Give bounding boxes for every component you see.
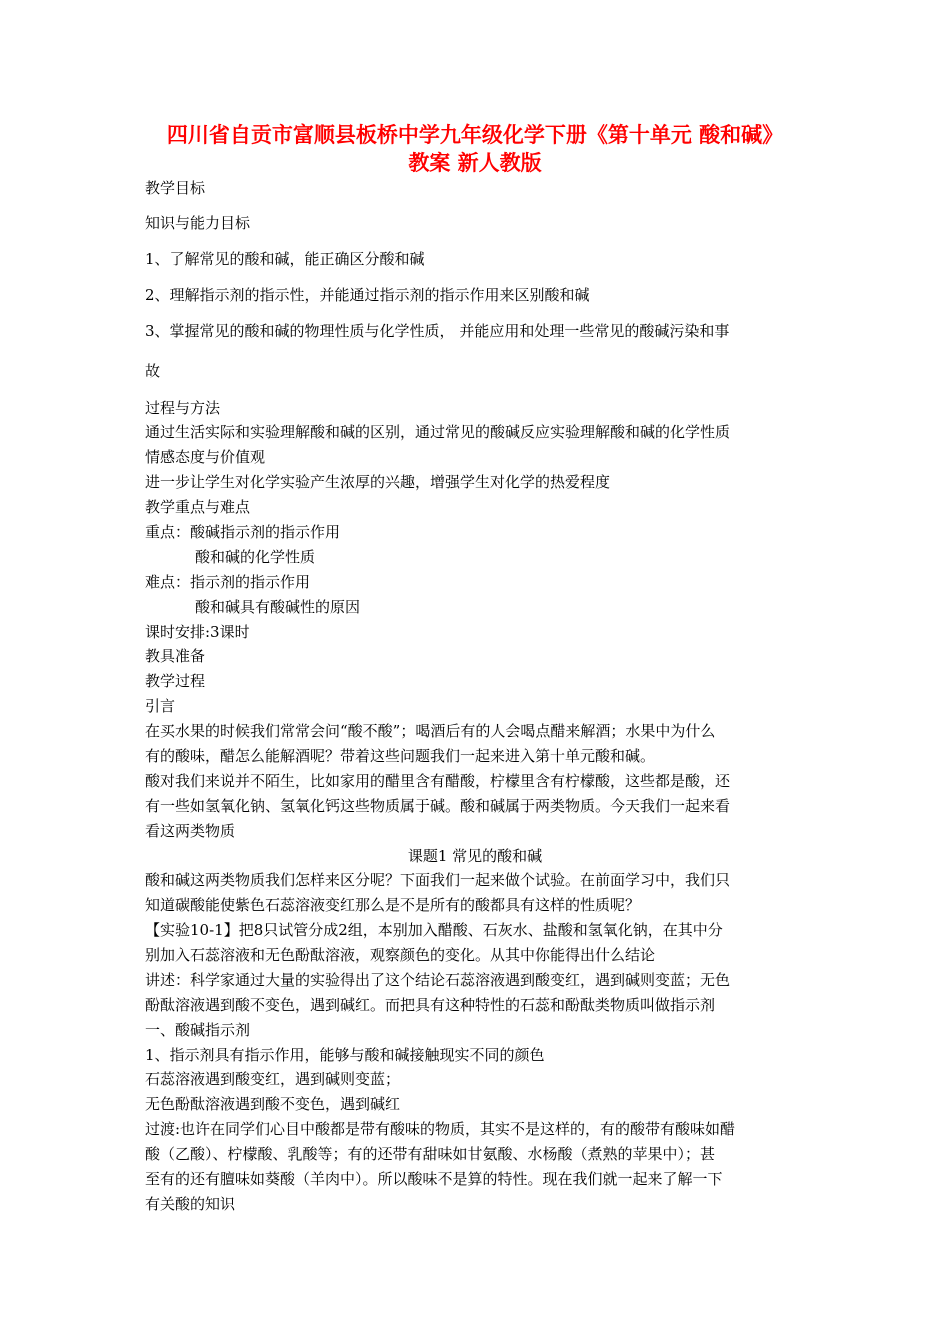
- paragraph-line: 石蕊溶液遇到酸变红，遇到碱则变蓝；: [145, 1070, 401, 1088]
- section-heading: 教具准备: [145, 647, 206, 665]
- lesson-title: 课题1 常见的酸和碱: [407, 847, 543, 865]
- experiment-line: 别加入石蕊溶液和无色酚酞溶液，观察颜色的变化。从其中你能得出什么结论: [145, 946, 656, 964]
- objective-item-continuation: 故: [145, 362, 161, 380]
- section-heading: 教学重点与难点: [145, 498, 251, 516]
- experiment-line: 【实验10-1】把8只试管分成2组，本别加入醋酸、石灰水、盐酸和氢氧化钠，在其中分: [145, 921, 723, 939]
- schedule-line: 课时安排:3课时: [145, 623, 250, 641]
- key-point-line: 重点：酸碱指示剂的指示作用: [145, 523, 341, 541]
- difficulty-line: 难点：指示剂的指示作用: [145, 573, 311, 591]
- section-heading: 教学过程: [145, 672, 206, 690]
- paragraph-line: 酸对我们来说并不陌生，比如家用的醋里含有醋酸，柠檬里含有柠檬酸，这些都是酸，还: [145, 772, 731, 790]
- paragraph-line: 酚酞溶液遇到酸不变色，遇到碱红。而把具有这种特性的石蕊和酚酞类物质叫做指示剂: [145, 996, 716, 1014]
- paragraph-line: 过渡:也许在同学们心目中酸都是带有酸味的物质，其实不是这样的，有的酸带有酸味如醋: [145, 1120, 736, 1138]
- section-heading: 教学目标: [145, 179, 206, 197]
- subsection-heading: 情感态度与价值观: [145, 448, 266, 466]
- paragraph-line: 有的酸味，醋怎么能解酒呢？带着这些问题我们一起来进入第十单元酸和碱。: [145, 747, 656, 765]
- paragraph-line: 酸（乙酸）、柠檬酸、乳酸等；有的还带有甜味如甘氨酸、水杨酸（煮熟的苹果中）；甚: [145, 1145, 716, 1163]
- key-point-line: 酸和碱的化学性质: [195, 548, 316, 566]
- paragraph-line: 看这两类物质: [145, 822, 236, 840]
- document-title-line-2: 教案 新人教版: [408, 151, 542, 175]
- paragraph-line: 酸和碱这两类物质我们怎样来区分呢？下面我们一起来做个试验。在前面学习中，我们只: [145, 871, 731, 889]
- paragraph-line: 无色酚酞溶液遇到酸不变色，遇到碱红: [145, 1095, 401, 1113]
- paragraph-line: 有一些如氢氧化钠、氢氧化钙这些物质属于碱。酸和碱属于两类物质。今天我们一起来看: [145, 797, 731, 815]
- paragraph-line: 通过生活实际和实验理解酸和碱的区别，通过常见的酸碱反应实验理解酸和碱的化学性质: [145, 423, 731, 441]
- paragraph-line: 1、指示剂具有指示作用，能够与酸和碱接触现实不同的颜色: [145, 1046, 545, 1064]
- objective-item: 3、掌握常见的酸和碱的物理性质与化学性质， 并能应用和处理一些常见的酸碱污染和事: [145, 322, 730, 340]
- subsection-heading: 过程与方法: [145, 399, 221, 417]
- paragraph-line: 在买水果的时候我们常常会问“酸不酸”；喝酒后有的人会喝点醋来解酒；水果中为什么: [145, 722, 716, 740]
- subsection-heading: 知识与能力目标: [145, 214, 251, 232]
- paragraph-line: 知道碳酸能使紫色石蕊溶液变红那么是不是所有的酸都具有这样的性质呢？: [145, 896, 641, 914]
- objective-item: 2、理解指示剂的指示性，并能通过指示剂的指示作用来区别酸和碱: [145, 286, 590, 304]
- document-title-line-1: 四川省自贡市富顺县板桥中学九年级化学下册《第十单元 酸和碱》: [166, 123, 784, 147]
- paragraph-line: 讲述：科学家通过大量的实验得出了这个结论石蕊溶液遇到酸变红，遇到碱则变蓝；无色: [145, 971, 731, 989]
- section-heading: 引言: [145, 697, 176, 715]
- section-heading: 一、酸碱指示剂: [145, 1021, 251, 1039]
- difficulty-line: 酸和碱具有酸碱性的原因: [195, 598, 361, 616]
- paragraph-line: 至有的还有膻味如葵酸（羊肉中）。所以酸味不是算的特性。现在我们就一起来了解一下: [145, 1170, 723, 1188]
- paragraph-line: 有关酸的知识: [145, 1195, 236, 1213]
- paragraph-line: 进一步让学生对化学实验产生浓厚的兴趣，增强学生对化学的热爱程度: [145, 473, 611, 491]
- objective-item: 1、了解常见的酸和碱，能正确区分酸和碱: [145, 250, 425, 268]
